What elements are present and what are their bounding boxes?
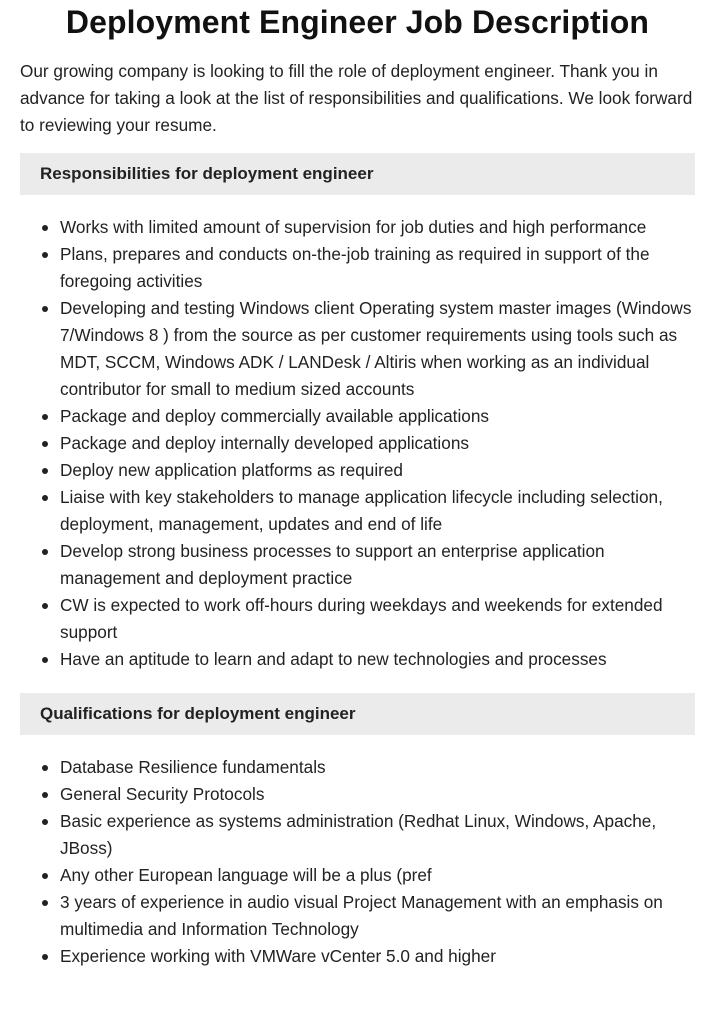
page-title: Deployment Engineer Job Description: [65, 4, 650, 40]
responsibility-item: Liaise with key stakeholders to manage application lifecycle including selection, deployment, management, updates and end of life: [20, 484, 695, 538]
responsibility-item: Works with limited amount of supervision for job duties and high performance: [20, 214, 695, 241]
qualifications-heading: Qualifications for deployment engineer: [20, 693, 695, 735]
qualifications-list: [20, 754, 695, 970]
qualification-item: 3 years of experience in audio visual Project Management with an emphasis on multimedia and Information Technology: [20, 889, 695, 943]
responsibility-item: CW is expected to work off-hours during weekdays and weekends for extended support: [20, 592, 695, 646]
responsibility-item: Package and deploy internally developed applications: [20, 430, 695, 457]
responsibilities-list: [20, 214, 695, 673]
qualification-item: Basic experience as systems administration (Redhat Linux, Windows, Apache, JBoss): [20, 808, 695, 862]
responsibilities-heading: Responsibilities for deployment engineer: [20, 153, 695, 195]
qualification-item: Any other European language will be a plus (pref: [20, 862, 695, 889]
responsibility-item: Develop strong business processes to support an enterprise application management and deployment practice: [20, 538, 695, 592]
intro-paragraph: Our growing company is looking to fill the role of deployment engineer. Thank you in advance for taking a look at the list of responsibilities and qualifications. We look forward to reviewing your resume.: [20, 61, 693, 135]
qualification-item: Database Resilience fundamentals: [20, 754, 695, 781]
responsibility-item: Developing and testing Windows client Operating system master images (Windows 7/Windows 8 ) from the source as per customer requirements using tools such as MDT, SCCM, Windows ADK / LANDesk / Altiris when working as an individual contributor for small to medium sized accounts: [20, 295, 695, 403]
responsibility-item: Package and deploy commercially available applications: [20, 403, 695, 430]
qualification-item: General Security Protocols: [20, 781, 695, 808]
responsibility-item: Plans, prepares and conducts on-the-job training as required in support of the foregoing activities: [20, 241, 695, 295]
responsibility-item: Deploy new application platforms as required: [20, 457, 695, 484]
responsibility-item: Have an aptitude to learn and adapt to new technologies and processes: [20, 646, 695, 673]
qualification-item: Experience working with VMWare vCenter 5.0 and higher: [20, 943, 695, 970]
